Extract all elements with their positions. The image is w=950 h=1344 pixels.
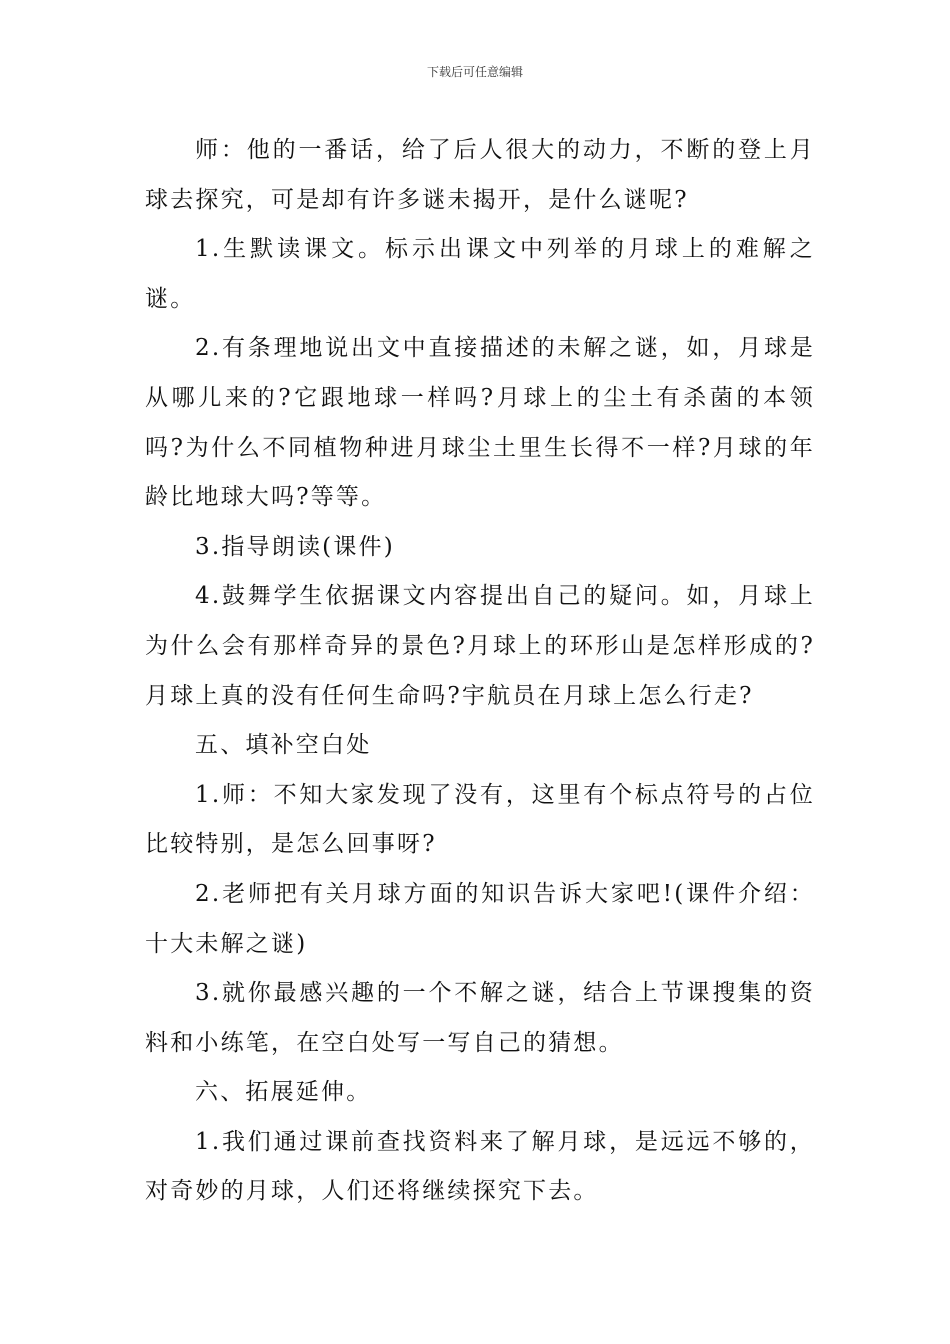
paragraph-five-1: 1.师：不知大家发现了没有，这里有个标点符号的占位比较特别，是怎么回事呀? [145, 781, 815, 858]
paragraph-teacher-intro: 师：他的一番话，给了后人很大的动力，不断的登上月球去探究，可是却有许多谜未揭开，是什么谜呢? [145, 137, 815, 213]
paragraph-five-2: 2.老师把有关月球方面的知识告诉大家吧!(课件介绍：十大未解之谜) [145, 880, 815, 957]
document-body [145, 126, 815, 1217]
paragraph-step-4: 4.鼓舞学生依据课文内容提出自己的疑问。如，月球上为什么会有那样奇异的景色?月球上的环形山是怎样形成的?月球上真的没有任何生命吗?宇航员在月球上怎么行走? [145, 583, 815, 709]
paragraph-step-3: 3.指导朗读(课件) [195, 533, 395, 560]
section-heading-six: 六、拓展延伸。 [195, 1079, 372, 1106]
paragraph-five-3: 3.就你最感兴趣的一个不解之谜，结合上节课搜集的资料和小练笔，在空白处写一写自己的猜想。 [145, 980, 815, 1056]
section-heading-five: 五、填补空白处 [195, 732, 372, 759]
paragraph-step-2: 2.有条理地说出文中直接描述的未解之谜，如，月球是从哪儿来的?它跟地球一样吗?月球上的尘土有杀菌的本领吗?为什么不同植物种进月球尘土里生长得不一样?月球的年龄比地球大吗?等等。 [145, 335, 815, 511]
paragraph-six-1: 1.我们通过课前查找资料来了解月球，是远远不够的，对奇妙的月球，人们还将继续探究下去。 [145, 1128, 815, 1205]
page-header: 下载后可任意编辑 [426, 65, 523, 79]
paragraph-step-1: 1.生默读课文。标示出课文中列举的月球上的难解之谜。 [145, 236, 815, 312]
